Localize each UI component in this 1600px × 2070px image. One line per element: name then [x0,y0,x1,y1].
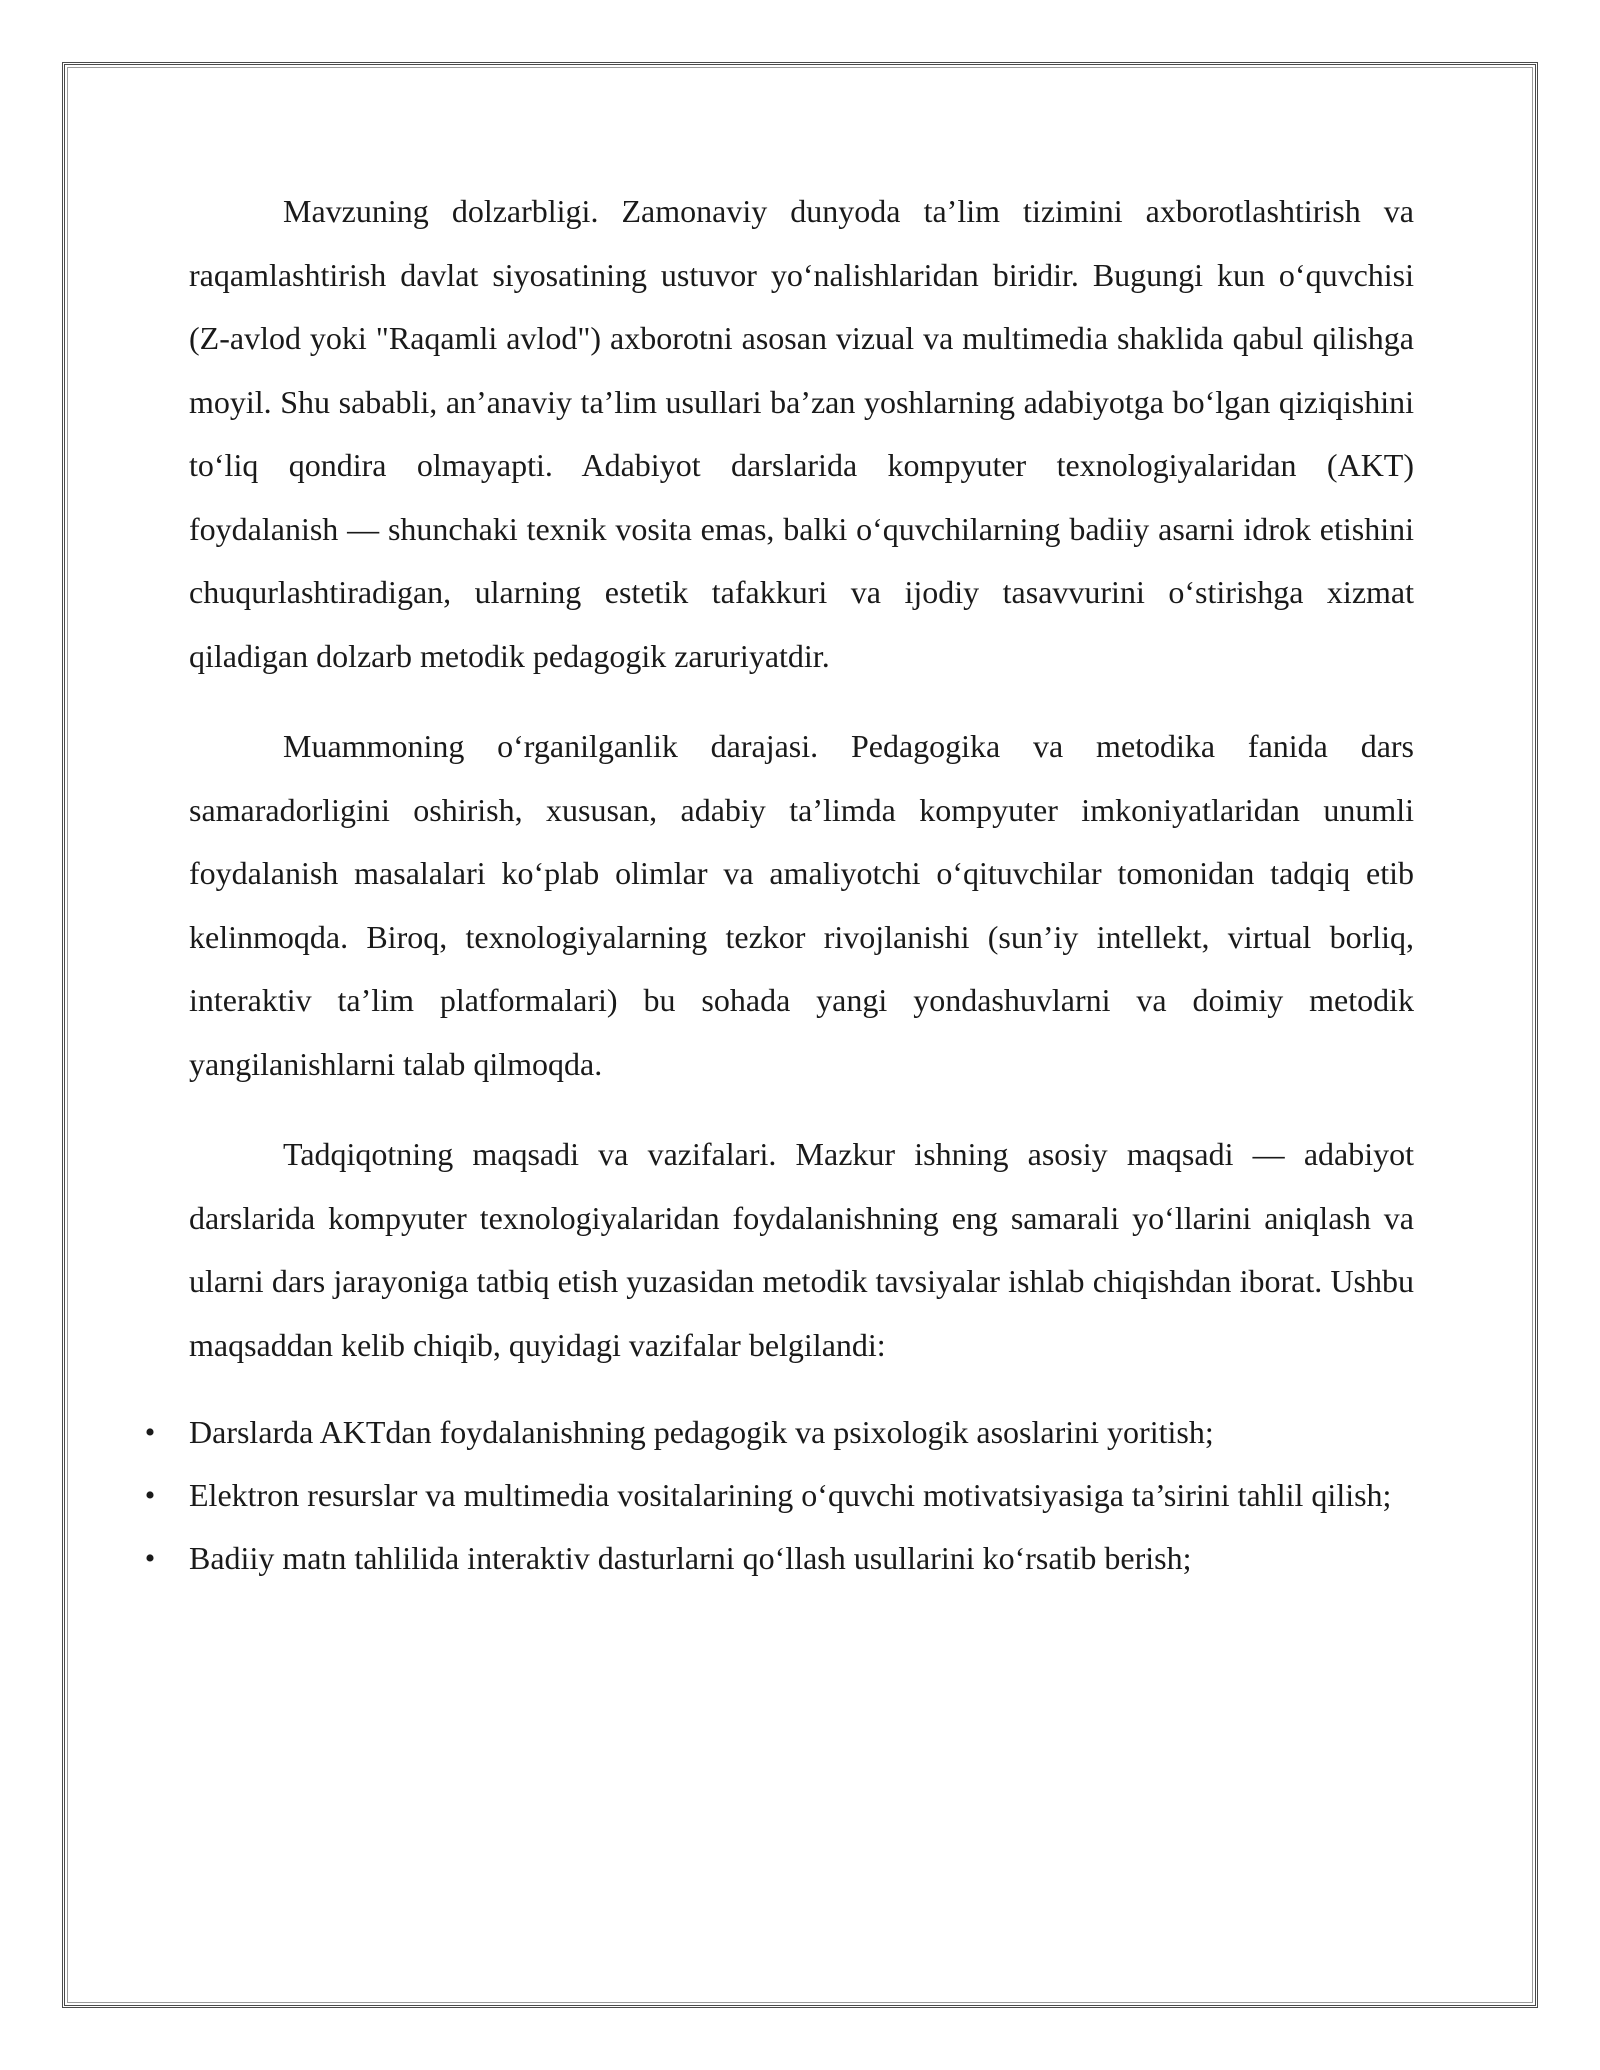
list-item-text: Elektron resurslar va multimedia vositalarining o‘quvchi motivatsiyasiga ta’sirini tahlil qilish; [189,1477,1392,1513]
paragraph-study-level: Muammoning o‘rganilganlik darajasi. Pedagogika va metodika fanida dars samaradorligini oshirish, xususan, adabiy ta’limda kompyuter imkoniyatlaridan unumli foydalanish masalalari ko‘plab olimlar va amaliyotchi o‘qituvchilar tomonidan tadqiq etib kelinmoqda. Biroq, texnologiyalarning tezkor rivojlanishi (sun’iy intellekt, virtual borliq, interaktiv ta’lim platformalari) bu sohada yangi yondashuvlarni va doimiy metodik yangilanishlarni talab qilmoqda. [189,728,1414,1082]
bullet-icon: • [144,1416,156,1449]
list-item [144,1527,1414,1590]
paragraph-aims-tasks: Tadqiqotning maqsadi va vazifalari. Mazkur ishning asosiy maqsadi — adabiyot darslarida kompyuter texnologiyalaridan foydalanishning eng samarali yo‘llarini aniqlash va ularni dars jarayoniga tatbiq etish yuzasidan metodik tavsiyalar ishlab chiqishdan iborat. Ushbu maqsaddan kelib chiqib, quyidagi vazifalar belgilandi: [189,1136,1414,1363]
list-item [144,1464,1414,1527]
paragraph-relevance: Mavzuning dolzarbligi. Zamonaviy dunyoda ta’lim tizimini axborotlashtirish va raqamlashtirish davlat siyosatining ustuvor yo‘nalishlaridan biridir. Bugungi kun o‘quvchisi (Z-avlod yoki "Raqamli avlod") axborotni asosan vizual va multimedia shaklida qabul qilishga moyil. Shu sababli, an’anaviy ta’lim usullari ba’zan yoshlarning adabiyotga bo‘lgan qiziqishini to‘liq qondira olmayapti. Adabiyot darslarida kompyuter texnologiyalaridan (AKT) foydalanish — shunchaki texnik vosita emas, balki o‘quvchilarning badiiy asarni idrok etishini chuqurlashtiradigan, ularning estetik tafakkuri va ijodiy tasavvurini o‘stirishga xizmat qiladigan dolzarb metodik pedagogik zaruriyatdir. [189,193,1414,674]
list-item-text: Darslarda AKTdan foydalanishning pedagogik va psixologik asoslarini yoritish; [189,1414,1214,1450]
bullet-icon: • [144,1479,156,1512]
task-list [144,1401,1414,1590]
document-body [144,180,1414,1590]
list-item-text: Badiiy matn tahlilida interaktiv dasturlarni qo‘llash usullarini ko‘rsatib berish; [189,1540,1192,1576]
list-item [144,1401,1414,1464]
bullet-icon: • [144,1542,156,1575]
